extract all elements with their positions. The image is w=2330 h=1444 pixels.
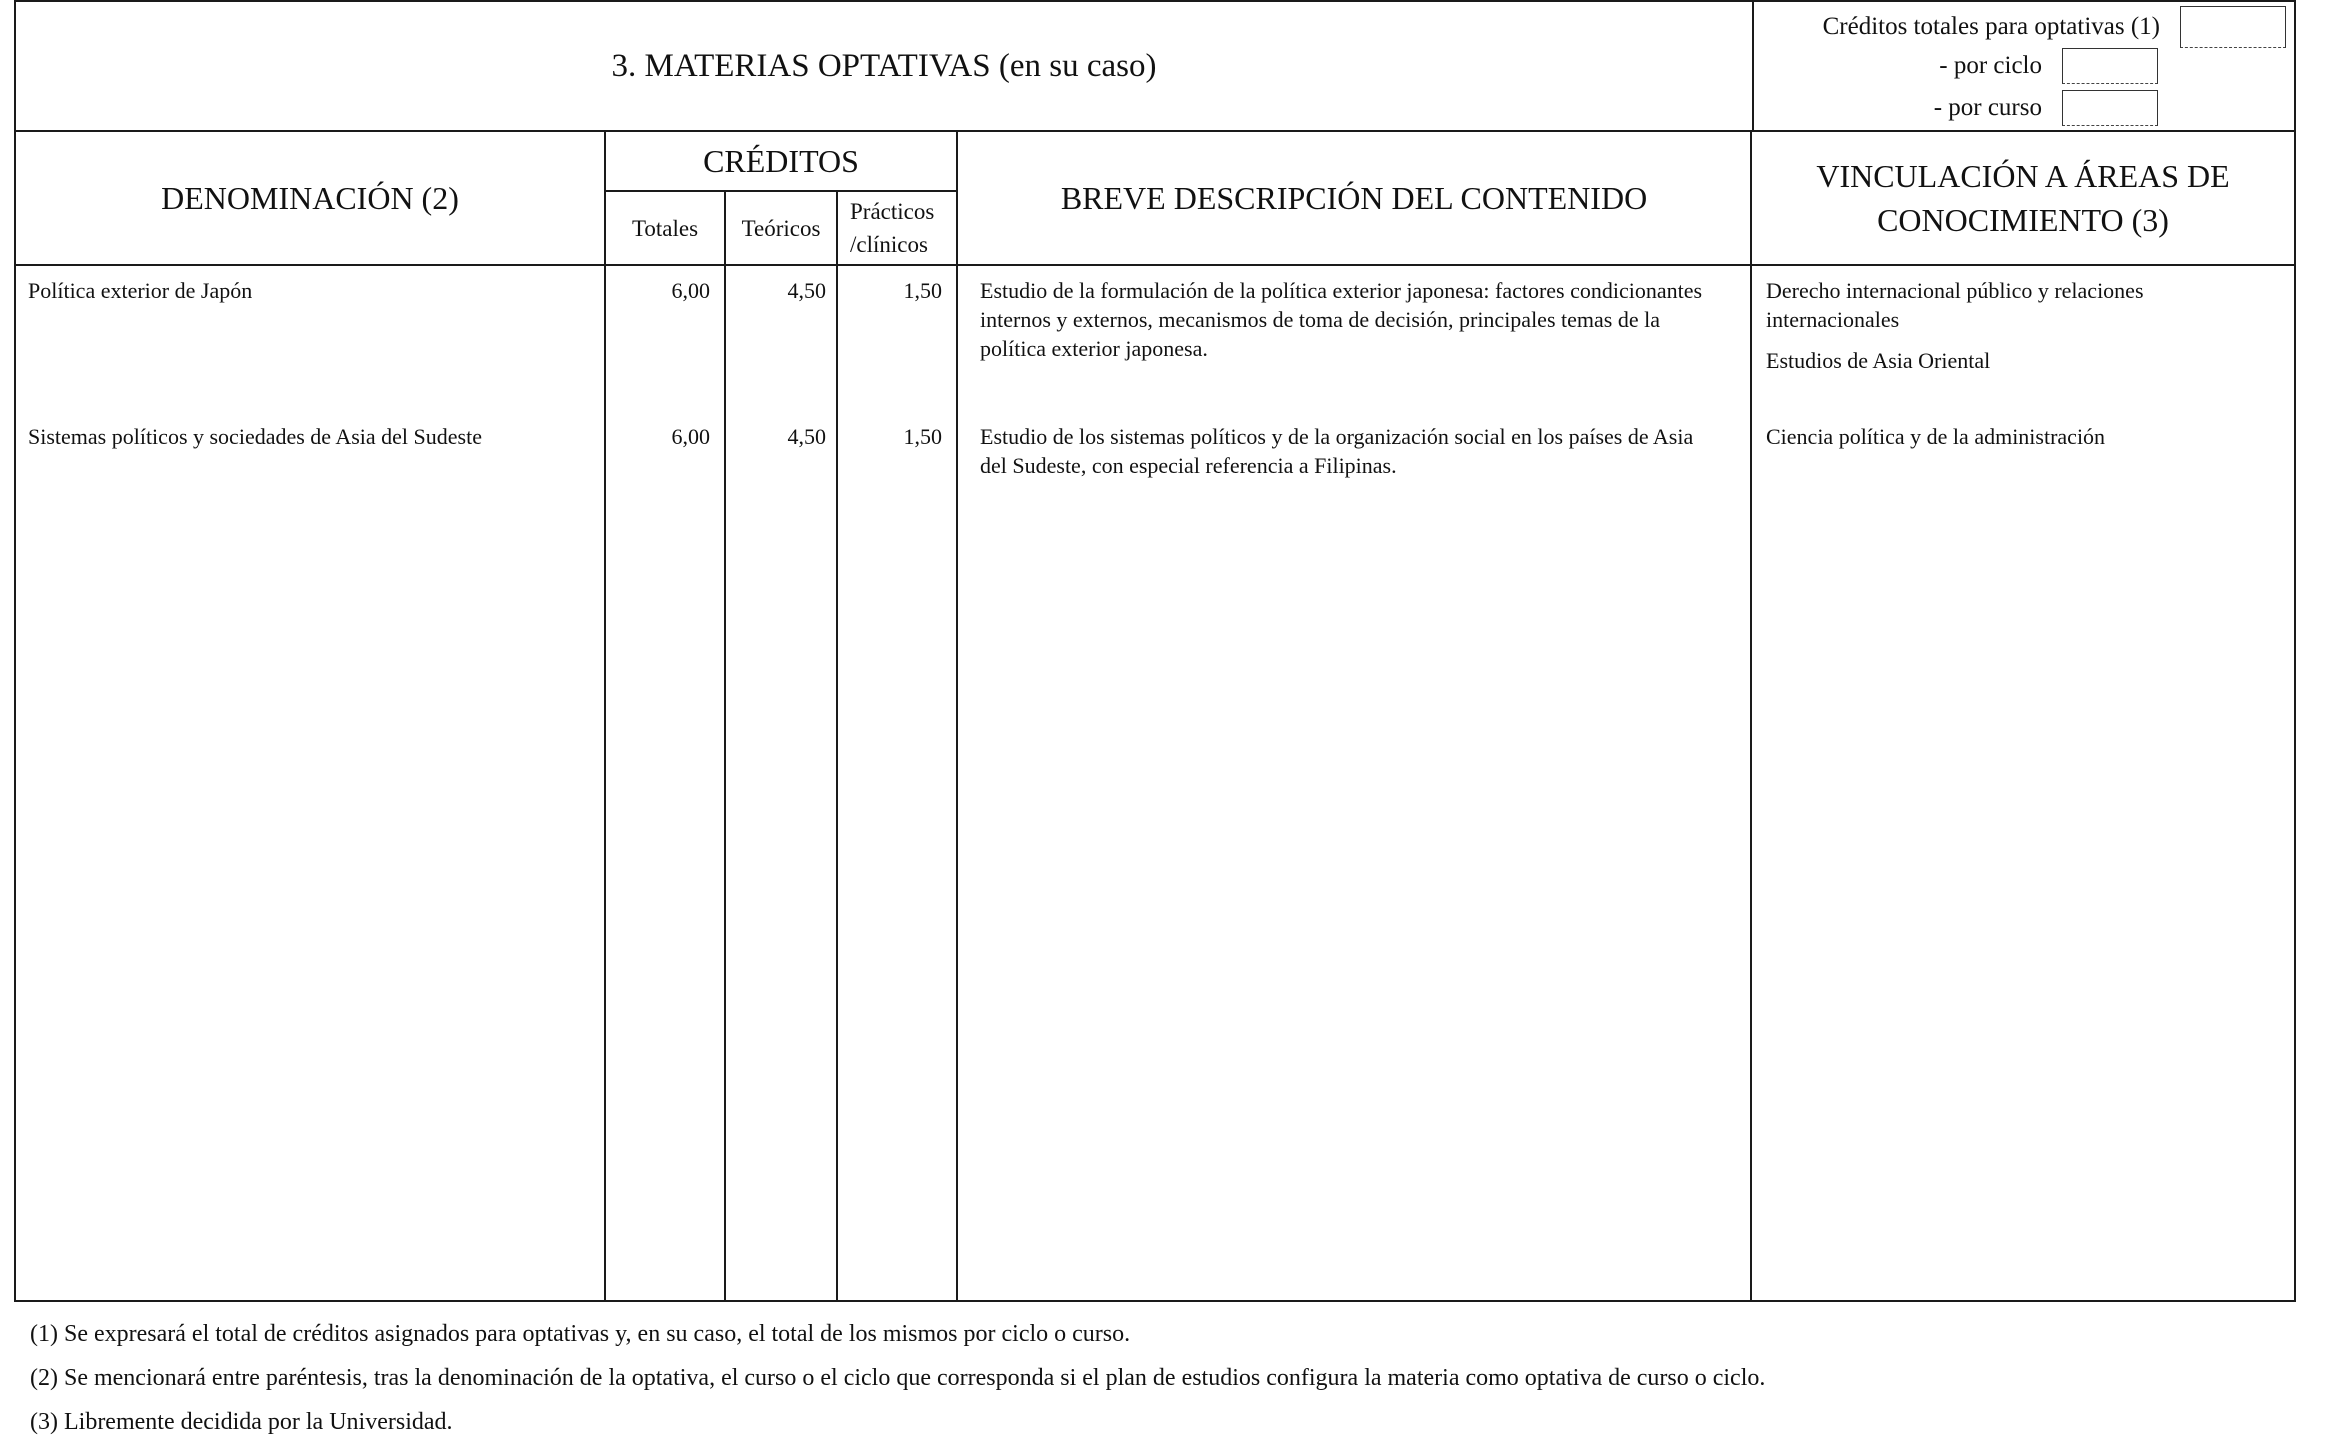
title-band bbox=[14, 0, 2296, 132]
row1-area-item: Derecho internacional público y relaciones internacionales bbox=[1766, 278, 2144, 332]
row2-area-item: Ciencia política y de la administración bbox=[1766, 424, 2106, 449]
credits-cycle-row bbox=[1939, 48, 2158, 84]
col-divider bbox=[1750, 132, 1752, 1300]
footnote-2: (2) Se mencionará entre paréntesis, tras la denominación de la optativa, el curso o el ciclo que corresponda si el plan de estudios configura la materia como optativa de curso o ciclo. bbox=[30, 1365, 1766, 1391]
credits-total-label: Créditos totales para optativas (1) bbox=[1822, 13, 2160, 40]
row1-totales: 6,00 bbox=[671, 278, 710, 303]
credits-total-row bbox=[1823, 6, 2286, 48]
col-divider bbox=[836, 190, 838, 1300]
section-title: 3. MATERIAS OPTATIVAS (en su caso) bbox=[16, 2, 1754, 130]
col-divider bbox=[956, 132, 958, 1300]
header-denominacion: DENOMINACIÓN (2) bbox=[161, 180, 459, 216]
row1-teoricos: 4,50 bbox=[787, 278, 826, 303]
credits-total-field[interactable] bbox=[2180, 6, 2286, 48]
row2-totales: 6,00 bbox=[671, 424, 710, 449]
header-totales: Totales bbox=[631, 215, 699, 241]
row2-practicos: 1,50 bbox=[903, 424, 942, 449]
row1-descripcion: Estudio de la formulación de la política exterior japonesa: factores condicionantes internos y externos, mecanismos de toma de decisión, principales temas de la política exterior japonesa. bbox=[980, 278, 1703, 361]
header-practicos-line1: Prácticos bbox=[850, 199, 935, 224]
header-descripcion: BREVE DESCRIPCIÓN DEL CONTENIDO bbox=[1060, 180, 1648, 216]
optional-subjects-table bbox=[14, 130, 2296, 1302]
credits-cycle-field[interactable] bbox=[2062, 48, 2158, 84]
row1-area-item: Estudios de Asia Oriental bbox=[1766, 348, 1991, 373]
credits-course-field[interactable] bbox=[2062, 90, 2158, 126]
row2-areas bbox=[1766, 422, 2266, 451]
header-divider bbox=[16, 264, 2294, 266]
credits-summary-box bbox=[1754, 2, 2294, 130]
header-practicos-line2: /clínicos bbox=[850, 232, 928, 257]
footnotes bbox=[30, 1312, 1765, 1444]
footnote-3: (3) Libremente decidida por la Universidad. bbox=[30, 1409, 453, 1435]
row1-practicos: 1,50 bbox=[903, 278, 942, 303]
header-creditos: CRÉDITOS bbox=[703, 143, 859, 179]
row1-areas bbox=[1766, 276, 2216, 375]
col-divider bbox=[604, 132, 606, 1300]
row2-descripcion: Estudio de los sistemas políticos y de la organización social en los países de Asia del Sudeste, con especial referencia a Filipinas. bbox=[980, 424, 1694, 478]
header-teoricos: Teóricos bbox=[741, 215, 821, 241]
credits-cycle-label: - por ciclo bbox=[1939, 52, 2042, 79]
col-divider bbox=[724, 190, 726, 1300]
header-practicos bbox=[838, 192, 956, 264]
credits-course-row bbox=[1934, 90, 2158, 126]
header-vinculacion-line2: CONOCIMIENTO (3) bbox=[1877, 202, 2169, 238]
footnote-1: (1) Se expresará el total de créditos asignados para optativas y, en su caso, el total de los mismos por ciclo o curso. bbox=[30, 1321, 1131, 1347]
row1-denominacion: Política exterior de Japón bbox=[28, 278, 253, 303]
header-vinculacion bbox=[1752, 132, 2294, 264]
row2-denominacion: Sistemas políticos y sociedades de Asia del Sudeste bbox=[28, 424, 482, 449]
header-vinculacion-line1: VINCULACIÓN A ÁREAS DE bbox=[1816, 158, 2230, 194]
row2-teoricos: 4,50 bbox=[787, 424, 826, 449]
credits-course-label: - por curso bbox=[1933, 94, 2042, 121]
